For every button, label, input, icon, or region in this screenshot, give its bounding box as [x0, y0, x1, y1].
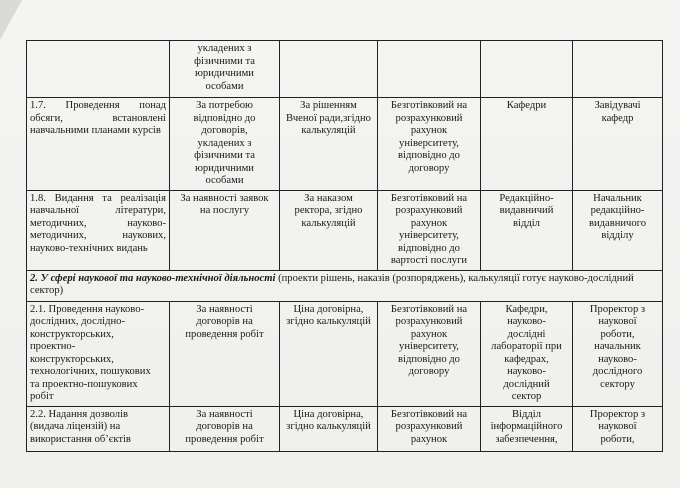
table-cell: [27, 41, 170, 98]
table-cell: [280, 41, 378, 98]
table-row: [27, 98, 663, 191]
section-title: 2. У сфері наукової та науково-технічної діяльності: [30, 272, 276, 284]
table-cell: Безготівковий на розрахунковий рахунок: [378, 406, 481, 451]
table-cell-service: 2.1. Проведення науково- дослідних, дослідно- конструкторських, проектно- конструкторських, технологічних, пошукових та проектно-пошукових робіт: [27, 301, 170, 406]
table-cell: За потребою відповідно до договорів, укладених з фізичними та юридичними особами: [170, 98, 280, 191]
page-corner-shadow: [0, 0, 22, 40]
table-cell: За наказом ректора, згідно калькуляцій: [280, 190, 378, 270]
table-cell: Кафедри, науково- дослідні лабораторії при кафедрах, науково- дослідний сектор: [481, 301, 573, 406]
section-heading-row: [27, 270, 663, 301]
table-cell: Редакційно- видавничий відділ: [481, 190, 573, 270]
table-cell: Проректор з наукової роботи, начальник науково- дослідного сектору: [573, 301, 663, 406]
table-cell: [573, 41, 663, 98]
table-cell: Безготівковий на розрахунковий рахунок університету, відповідно до вартості послуги: [378, 190, 481, 270]
table-cell: Безготівковий на розрахунковий рахунок університету, відповідно до договору: [378, 301, 481, 406]
table-cell: Безготівковий на розрахунковий рахунок університету, відповідно до договору: [378, 98, 481, 191]
table-cell: [378, 41, 481, 98]
table-cell: Начальник редакційно- видавничого відділу: [573, 190, 663, 270]
table-cell: Завідувачі кафедр: [573, 98, 663, 191]
table-cell-service: 2.2. Надання дозволів (видача ліцензій) на використання об’єктів: [27, 406, 170, 451]
table-cell: За наявності договорів на проведення робіт: [170, 301, 280, 406]
table-cell-service: 1.7. Проведення понад обсяги, встановлені навчальними планами курсів: [27, 98, 170, 191]
section-heading: [27, 270, 663, 301]
table-row: [27, 41, 663, 98]
table-cell: Кафедри: [481, 98, 573, 191]
table-cell: За рішенням Вченої ради,згідно калькуляцій: [280, 98, 378, 191]
section-note: (проекти рішень, наказів (розпоряджень), калькуляції готує науково-дослідний сектор): [30, 272, 634, 296]
table-cell: Ціна договірна, згідно калькуляцій: [280, 301, 378, 406]
table-cell: укладених з фізичними та юридичними особами: [170, 41, 280, 98]
services-table: [26, 40, 663, 452]
table-cell: Відділ інформаційного забезпечення,: [481, 406, 573, 451]
table-row: [27, 190, 663, 270]
table-row: [27, 406, 663, 451]
table-cell: Ціна договірна, згідно калькуляцій: [280, 406, 378, 451]
table-row: [27, 301, 663, 406]
table-cell-service: 1.8. Видання та реалізація навчальної літератури, методичних, науково-методичних, наукових, науково-технічних видань: [27, 190, 170, 270]
table-cell: За наявності заявок на послугу: [170, 190, 280, 270]
table-cell: Проректор з наукової роботи,: [573, 406, 663, 451]
table-cell: [481, 41, 573, 98]
table-cell: За наявності договорів на проведення робіт: [170, 406, 280, 451]
